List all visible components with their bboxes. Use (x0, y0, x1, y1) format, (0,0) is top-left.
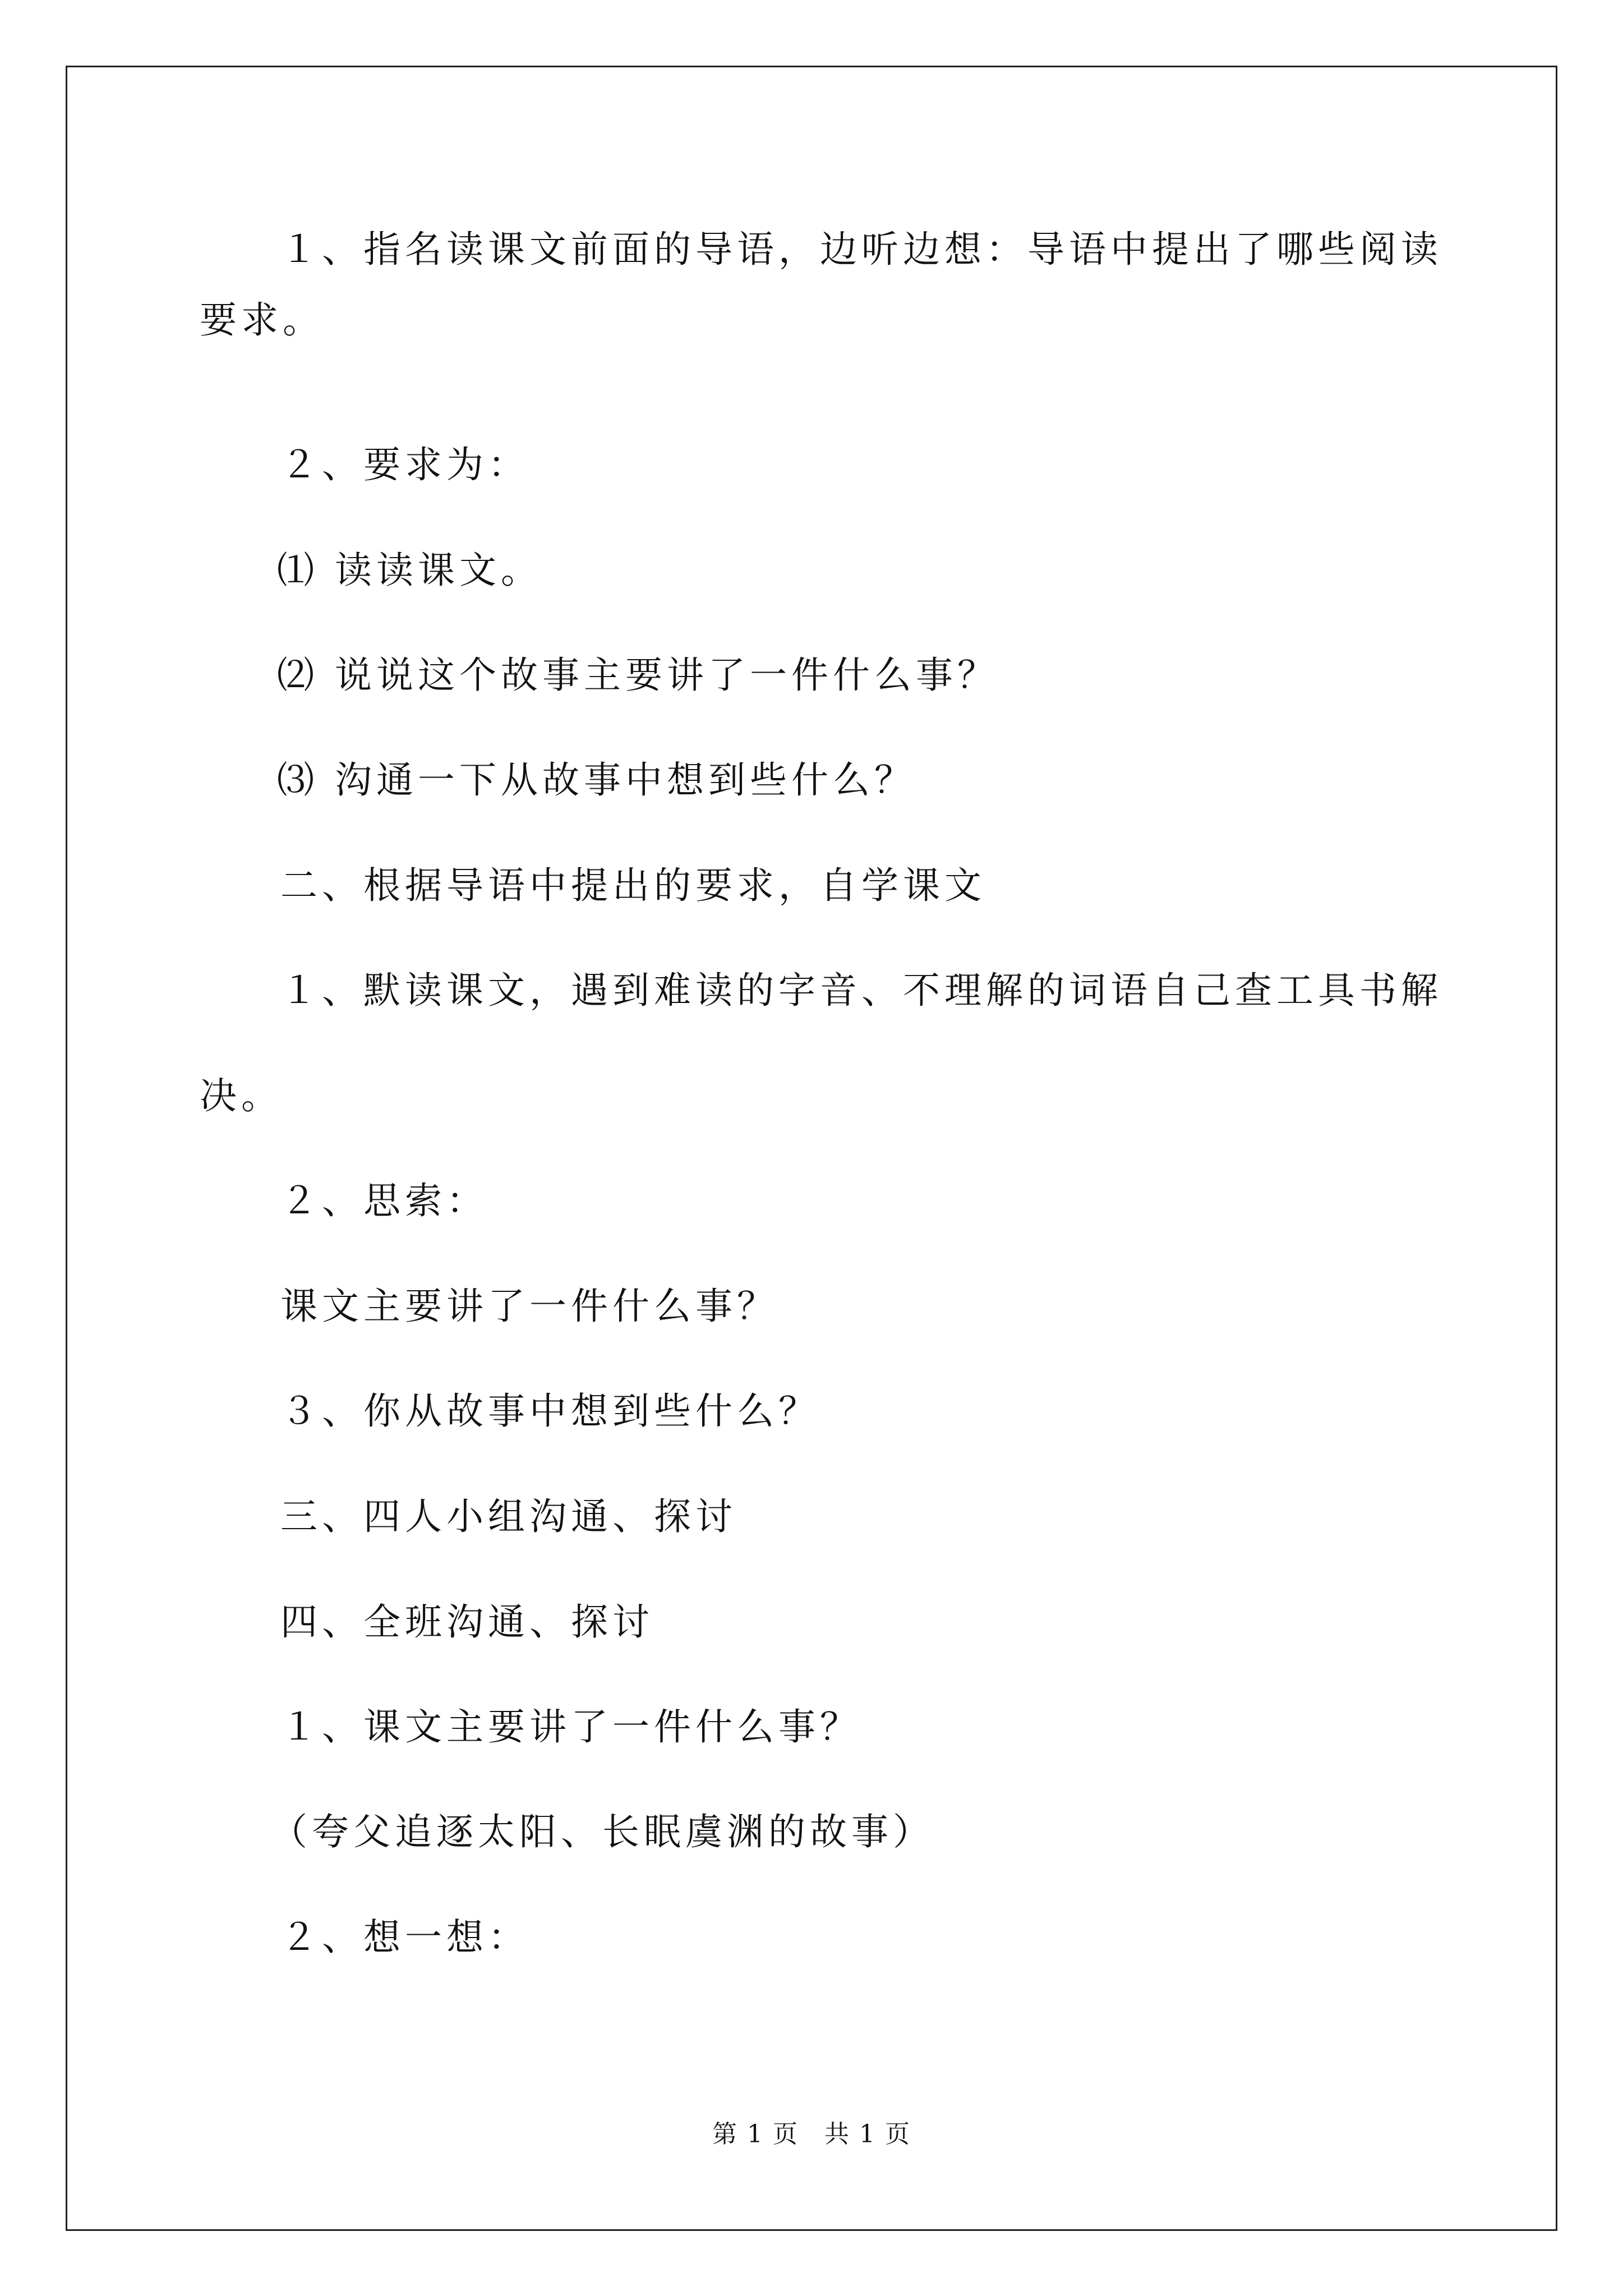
section-heading-4: 四、全班沟通、探讨 (280, 1600, 654, 1644)
text-line-16: （夸父追逐太阳、长眠虞渊的故事） (270, 1810, 934, 1853)
text-line-3: ２、要求为： (280, 443, 529, 486)
section-heading-2: 二、根据导语中提出的要求，自学课文 (280, 864, 986, 907)
text-line-12: ３、你从故事中想到些什么？ (280, 1389, 820, 1433)
text-line-17: ２、想一想： (280, 1916, 529, 1959)
text-line-15: １、课文主要讲了一件什么事？ (280, 1705, 861, 1749)
text-line-5: ⑵ 说说这个故事主要讲了一件什么事？ (277, 654, 999, 697)
text-line-1: １、指名读课文前面的导语，边听边想：导语中提出了哪些阅读 (280, 228, 1442, 271)
text-line-4: ⑴ 读读课文。 (277, 549, 542, 592)
page-footer: 第 1 页 共 1 页 (712, 2120, 911, 2148)
text-line-6: ⑶ 沟通一下从故事中想到些什么？ (277, 758, 916, 802)
text-line-2: 要求。 (200, 298, 324, 342)
section-heading-3: 三、四人小组沟通、探讨 (280, 1495, 737, 1538)
text-line-8: １、默读课文，遇到难读的字音、不理解的词语自己查工具书解 (280, 969, 1442, 1012)
text-line-11: 课文主要讲了一件什么事？ (280, 1285, 778, 1328)
text-line-9: 决。 (200, 1074, 283, 1117)
text-line-10: ２、思索： (280, 1179, 488, 1222)
